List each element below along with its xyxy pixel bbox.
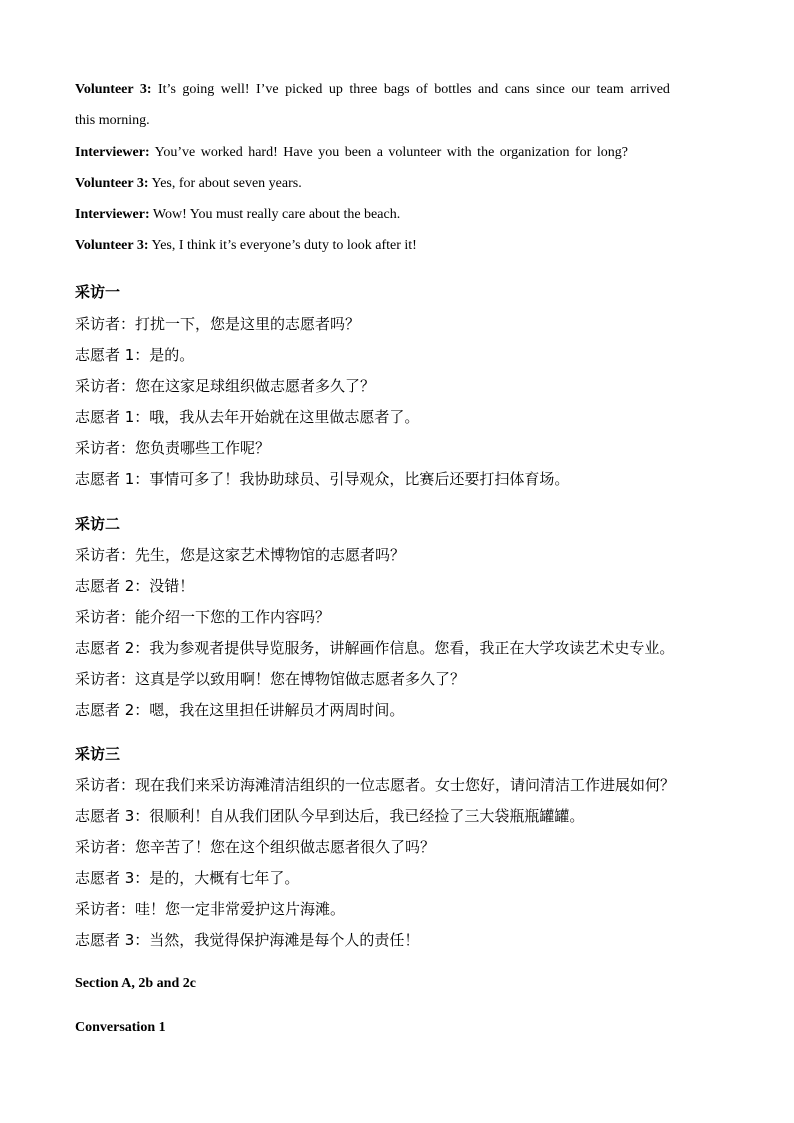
interview-heading: 采访三: [75, 745, 121, 763]
dialogue-text: It’s going well! I’ve picked up three bags of bottles and cans since our team arrived: [158, 82, 670, 97]
dialogue-line: [75, 113, 150, 129]
conversation-title: Conversation 1: [75, 1020, 166, 1035]
transcript-line: 志愿者 1：是的。: [75, 346, 195, 364]
transcript-line: 采访者：您在这家足球组织做志愿者多久了？: [75, 377, 376, 395]
transcript-line: 采访者：您负责哪些工作呢？: [75, 439, 271, 457]
dialogue-line: [75, 207, 400, 223]
transcript-line: 采访者：哇！您一定非常爱护这片海滩。: [75, 900, 346, 918]
transcript-line: 志愿者 3：很顺利！自从我们团队今早到达后，我已经捡了三大袋瓶瓶罐罐。: [75, 807, 585, 825]
speaker-label: Interviewer:: [75, 145, 150, 160]
speaker-label: Volunteer 3:: [75, 82, 152, 97]
transcript-line: 志愿者 1：事情可多了！我协助球员、引导观众，比赛后还要打扫体育场。: [75, 470, 570, 488]
speaker-label: Interviewer:: [75, 207, 150, 222]
section-title: Section A, 2b and 2c: [75, 976, 196, 991]
dialogue-line: [75, 238, 417, 254]
interview-heading: 采访一: [75, 283, 121, 301]
transcript-line: 志愿者 2：没错！: [75, 577, 195, 595]
dialogue-text: Wow! You must really care about the beach.: [152, 207, 401, 222]
transcript-line: 志愿者 3：当然，我觉得保护海滩是每个人的责任！: [75, 931, 420, 949]
transcript-line: 采访者：现在我们来采访海滩清洁组织的一位志愿者。女士您好，请问清洁工作进展如何？: [75, 776, 676, 794]
dialogue-line: [75, 145, 628, 161]
transcript-line: 采访者：您辛苦了！您在这个组织做志愿者很久了吗？: [75, 838, 436, 856]
dialogue-text: You’ve worked hard! Have you been a volunteer with the organization for long?: [154, 145, 628, 160]
dialogue-text: Yes, for about seven years.: [151, 176, 302, 191]
transcript-line: 采访者：先生，您是这家艺术博物馆的志愿者吗？: [75, 546, 406, 564]
dialogue-text: this morning.: [75, 113, 150, 128]
transcript-line: 志愿者 3：是的，大概有七年了。: [75, 869, 300, 887]
speaker-label: Volunteer 3:: [75, 176, 149, 191]
speaker-label: Volunteer 3:: [75, 238, 149, 253]
transcript-line: 采访者：能介绍一下您的工作内容吗？: [75, 608, 331, 626]
dialogue-line: [75, 176, 302, 192]
transcript-line: 志愿者 2：嗯，我在这里担任讲解员才两周时间。: [75, 701, 405, 719]
transcript-line: 采访者：这真是学以致用啊！您在博物馆做志愿者多久了？: [75, 670, 466, 688]
dialogue-text: Yes, I think it’s everyone’s duty to look after it!: [151, 238, 417, 253]
transcript-line: 志愿者 1：哦，我从去年开始就在这里做志愿者了。: [75, 408, 420, 426]
transcript-line: 采访者：打扰一下，您是这里的志愿者吗？: [75, 315, 361, 333]
interview-heading: 采访二: [75, 515, 121, 533]
transcript-line: 志愿者 2：我为参观者提供导览服务，讲解画作信息。您看，我正在大学攻读艺术史专业。: [75, 639, 675, 657]
dialogue-line: [75, 82, 670, 98]
